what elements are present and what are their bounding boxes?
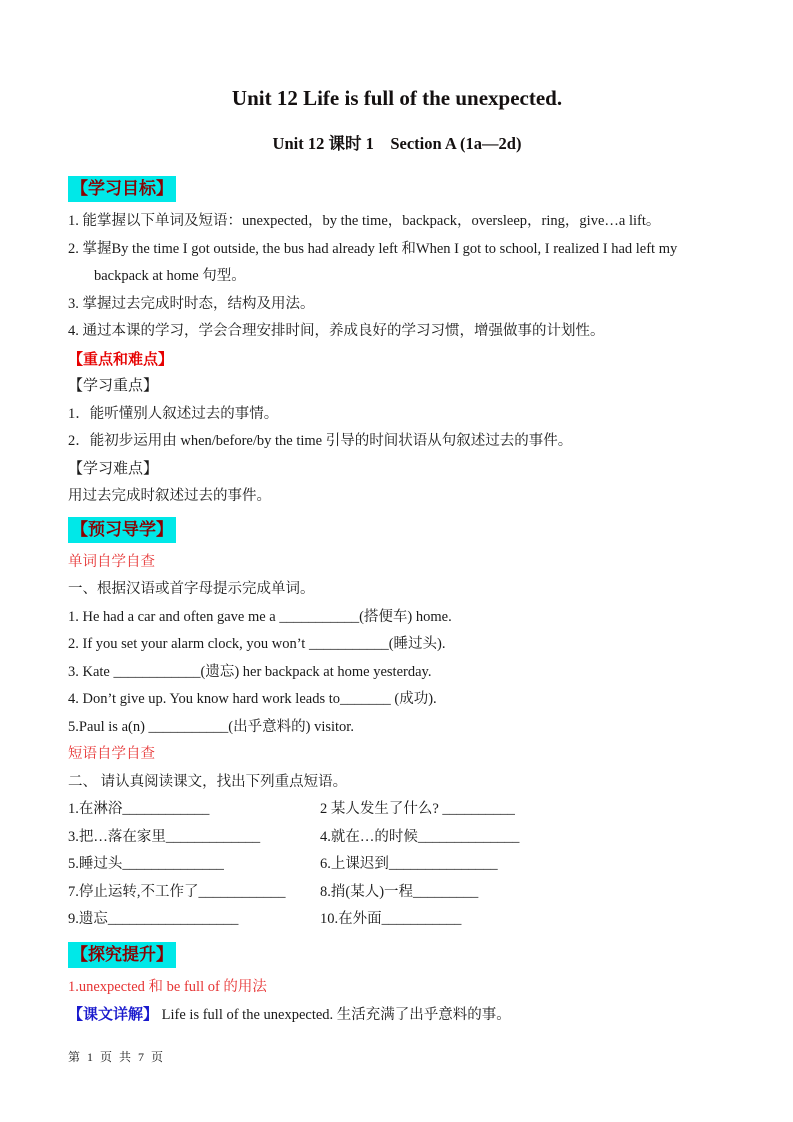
page-footer: 第 1 页 共 7 页 xyxy=(68,1050,166,1064)
word-fill-item: 1. He had a car and often gave me a ___________(搭便车) home. xyxy=(68,608,452,625)
objective-item: 2. 掌握By the time I got outside, the bus had already left 和When I got to school, I realized I had left my backpack at home 句型。 xyxy=(68,240,678,284)
phrase-item: 10.在外面___________ xyxy=(320,911,462,927)
text-detail-line xyxy=(68,1001,726,1030)
section-header-learning-objectives: 【学习目标】 xyxy=(68,176,176,202)
word-fill-item: 3. Kate ____________(遗忘) her backpack at home yesterday. xyxy=(68,663,432,680)
document-title: Unit 12 Life is full of the unexpected. xyxy=(231,86,563,110)
subheader-phrase-self-study: 短语自学自查 xyxy=(68,746,155,762)
phrase-item: 5.睡过头______________ xyxy=(68,856,224,872)
section-header-key-points: 【重点和难点】 xyxy=(68,350,174,368)
objective-item: 4. 通过本课的学习，学会合理安排时间，养成良好的学习习惯，增强做事的计划性。 xyxy=(68,323,605,339)
phrase-item: 4.就在…的时候______________ xyxy=(320,828,520,845)
exploration-topic: 1.unexpected 和 be full of 的用法 xyxy=(68,978,267,995)
words-instruction: 一、根据汉语或首字母提示完成单词。 xyxy=(68,581,315,597)
phrase-list xyxy=(68,796,726,934)
document-page xyxy=(68,84,726,1030)
word-fill-item: 4. Don’t give up. You know hard work leads to_______ (成功). xyxy=(68,691,437,707)
phrase-item: 9.遗忘__________________ xyxy=(68,911,239,927)
focus-item: 1．能听懂别人叙述过去的事情。 xyxy=(68,405,279,422)
text-detail-content: Life is full of the unexpected. 生活充满了出乎意料的事。 xyxy=(158,1007,511,1023)
phrases-instruction: 二、 请认真阅读课文，找出下列重点短语。 xyxy=(68,773,348,790)
phrase-item: 7.停止运转,不工作了____________ xyxy=(68,883,286,900)
subheader-learning-difficulty: 【学习难点】 xyxy=(68,460,159,477)
section-header-preview-guide: 【预习导学】 xyxy=(68,517,176,543)
word-fill-item: 2. If you set your alarm clock, you won’t ___________(睡过头). xyxy=(68,636,446,652)
phrase-item: 1.在淋浴____________ xyxy=(68,801,210,817)
objective-item: 1. 能掌握以下单词及短语：unexpected，by the time，backpack，oversleep，ring，give…a lift。 xyxy=(68,213,661,229)
focus-item: 2．能初步运用由 when/before/by the time 引导的时间状语从句叙述过去的事件。 xyxy=(68,433,573,449)
phrase-item: 8.捎(某人)一程_________ xyxy=(320,883,479,900)
subheader-learning-focus: 【学习重点】 xyxy=(68,378,159,394)
phrase-item: 6.上课迟到_______________ xyxy=(320,856,498,872)
section-header-exploration: 【探究提升】 xyxy=(68,942,176,968)
difficulty-text: 用过去完成时叙述过去的事件。 xyxy=(68,488,271,504)
phrase-item: 2 某人发生了什么? __________ xyxy=(320,801,515,817)
text-detail-label: 【课文详解】 xyxy=(68,1006,159,1023)
word-fill-item: 5.Paul is a(n) ___________(出乎意料的) visitor. xyxy=(68,718,354,735)
objective-item: 3. 掌握过去完成时时态，结构及用法。 xyxy=(68,295,315,312)
subheader-word-self-study: 单词自学自查 xyxy=(68,553,155,570)
phrase-item: 3.把…落在家里_____________ xyxy=(68,828,261,845)
document-subtitle: Unit 12 课时 1 Section A (1a—2d) xyxy=(272,134,522,153)
